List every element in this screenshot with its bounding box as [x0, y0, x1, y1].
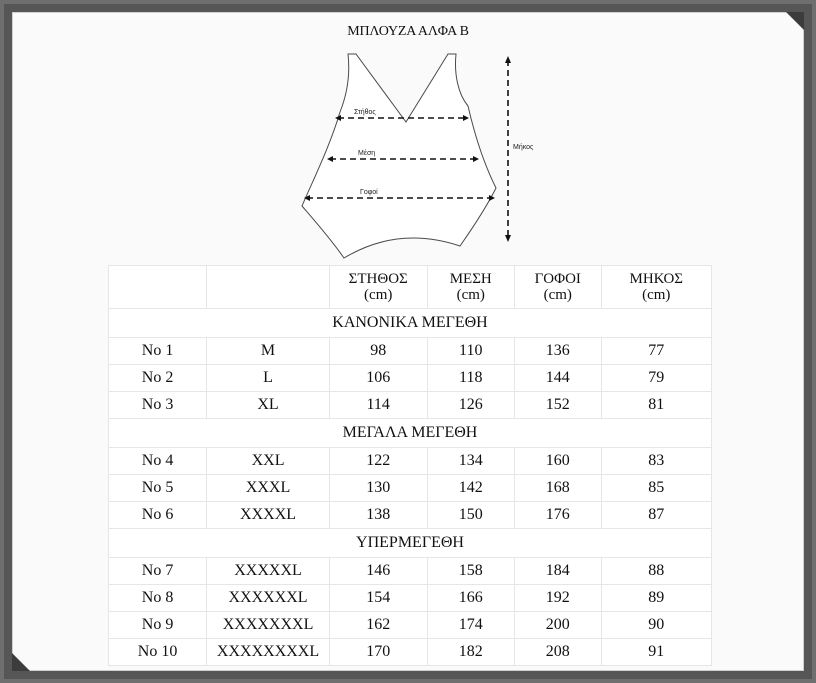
- header-cell-waist: [427, 266, 515, 309]
- length-value: 81: [601, 392, 711, 419]
- header-length-label: ΜΗΚΟΣ: [629, 271, 684, 287]
- length-value: 83: [601, 448, 711, 475]
- chest-value: 114: [329, 392, 427, 419]
- chest-value: 106: [329, 365, 427, 392]
- length-arrow-top: [505, 56, 511, 63]
- hips-value: 200: [515, 612, 602, 639]
- table-row: [109, 475, 712, 502]
- length-label: Μήκος: [513, 144, 534, 151]
- table-row: [109, 502, 712, 529]
- garment-sketch: [282, 48, 542, 262]
- garment-diagram: [282, 48, 542, 262]
- table-row: [109, 448, 712, 475]
- size-code: XXXXXXXXL: [207, 639, 330, 666]
- length-value: 85: [601, 475, 711, 502]
- table-row: [109, 392, 712, 419]
- length-value: 87: [601, 502, 711, 529]
- length-value: 77: [601, 338, 711, 365]
- size-number: No 8: [109, 585, 207, 612]
- size-code: XL: [207, 392, 330, 419]
- section-header-plus: [109, 529, 712, 558]
- length-value: 90: [601, 612, 711, 639]
- table-row: [109, 585, 712, 612]
- table-row: [109, 365, 712, 392]
- header-length-unit: (cm): [642, 287, 671, 303]
- hips-value: 160: [515, 448, 602, 475]
- hips-value: 168: [515, 475, 602, 502]
- size-code: XXL: [207, 448, 330, 475]
- header-waist-unit: (cm): [456, 287, 485, 303]
- header-cell-size: [207, 266, 330, 309]
- chest-value: 98: [329, 338, 427, 365]
- waist-value: 142: [427, 475, 515, 502]
- chest-label: Στήθος: [354, 109, 376, 116]
- hips-value: 136: [515, 338, 602, 365]
- hips-value: 144: [515, 365, 602, 392]
- length-value: 88: [601, 558, 711, 585]
- chest-value: 146: [329, 558, 427, 585]
- table-row: [109, 612, 712, 639]
- length-value: 89: [601, 585, 711, 612]
- section-header-large: [109, 419, 712, 448]
- header-chest-unit: (cm): [364, 287, 393, 303]
- header-hips-unit: (cm): [543, 287, 572, 303]
- waist-value: 174: [427, 612, 515, 639]
- section-title: ΚΑΝΟΝΙΚΑ ΜΕΓΕΘΗ: [109, 309, 712, 338]
- length-arrow-bottom: [505, 235, 511, 242]
- chest-value: 122: [329, 448, 427, 475]
- size-code: XXXXXXL: [207, 585, 330, 612]
- size-code: XXXXXL: [207, 558, 330, 585]
- outer-frame: [4, 4, 812, 679]
- waist-label: Μέση: [358, 150, 376, 157]
- header-cell-chest: [329, 266, 427, 309]
- header-waist-label: ΜΕΣΗ: [449, 271, 492, 287]
- hips-value: 208: [515, 639, 602, 666]
- size-number: No 10: [109, 639, 207, 666]
- chest-value: 170: [329, 639, 427, 666]
- size-number: No 7: [109, 558, 207, 585]
- size-number: No 2: [109, 365, 207, 392]
- garment-outline: [302, 54, 496, 258]
- section-header-regular: [109, 309, 712, 338]
- hips-value: 152: [515, 392, 602, 419]
- size-code: XXXXL: [207, 502, 330, 529]
- table-row: [109, 338, 712, 365]
- table-row: [109, 558, 712, 585]
- chest-value: 138: [329, 502, 427, 529]
- document-title: ΜΠΛΟΥΖΑ ΑΛΦΑ Β: [347, 24, 469, 39]
- chest-value: 154: [329, 585, 427, 612]
- header-cell-number: [109, 266, 207, 309]
- waist-value: 158: [427, 558, 515, 585]
- corner-fold-bottom-left: [12, 653, 30, 671]
- hips-label: Γοφοί: [360, 189, 378, 196]
- size-number: No 4: [109, 448, 207, 475]
- hips-value: 184: [515, 558, 602, 585]
- waist-value: 110: [427, 338, 515, 365]
- size-code: L: [207, 365, 330, 392]
- document-page: [12, 12, 804, 671]
- header-chest-label: ΣΤΗΘΟΣ: [348, 271, 408, 287]
- size-number: No 1: [109, 338, 207, 365]
- waist-value: 150: [427, 502, 515, 529]
- size-code: XXXL: [207, 475, 330, 502]
- section-title: ΥΠΕΡΜΕΓΕΘΗ: [109, 529, 712, 558]
- waist-value: 166: [427, 585, 515, 612]
- hips-value: 176: [515, 502, 602, 529]
- waist-value: 182: [427, 639, 515, 666]
- size-number: No 3: [109, 392, 207, 419]
- length-value: 79: [601, 365, 711, 392]
- waist-value: 126: [427, 392, 515, 419]
- size-number: No 6: [109, 502, 207, 529]
- header-hips-label: ΓΟΦΟΙ: [534, 271, 581, 287]
- size-chart-table: [108, 265, 712, 666]
- size-code: XXXXXXXL: [207, 612, 330, 639]
- length-value: 91: [601, 639, 711, 666]
- table-header-row: [109, 266, 712, 309]
- waist-value: 134: [427, 448, 515, 475]
- size-number: No 5: [109, 475, 207, 502]
- hips-value: 192: [515, 585, 602, 612]
- chest-value: 130: [329, 475, 427, 502]
- size-code: M: [207, 338, 330, 365]
- header-cell-hips: [515, 266, 602, 309]
- chest-value: 162: [329, 612, 427, 639]
- size-number: No 9: [109, 612, 207, 639]
- waist-value: 118: [427, 365, 515, 392]
- section-title: ΜΕΓΑΛΑ ΜΕΓΕΘΗ: [109, 419, 712, 448]
- table-row: [109, 639, 712, 666]
- header-cell-length: [601, 266, 711, 309]
